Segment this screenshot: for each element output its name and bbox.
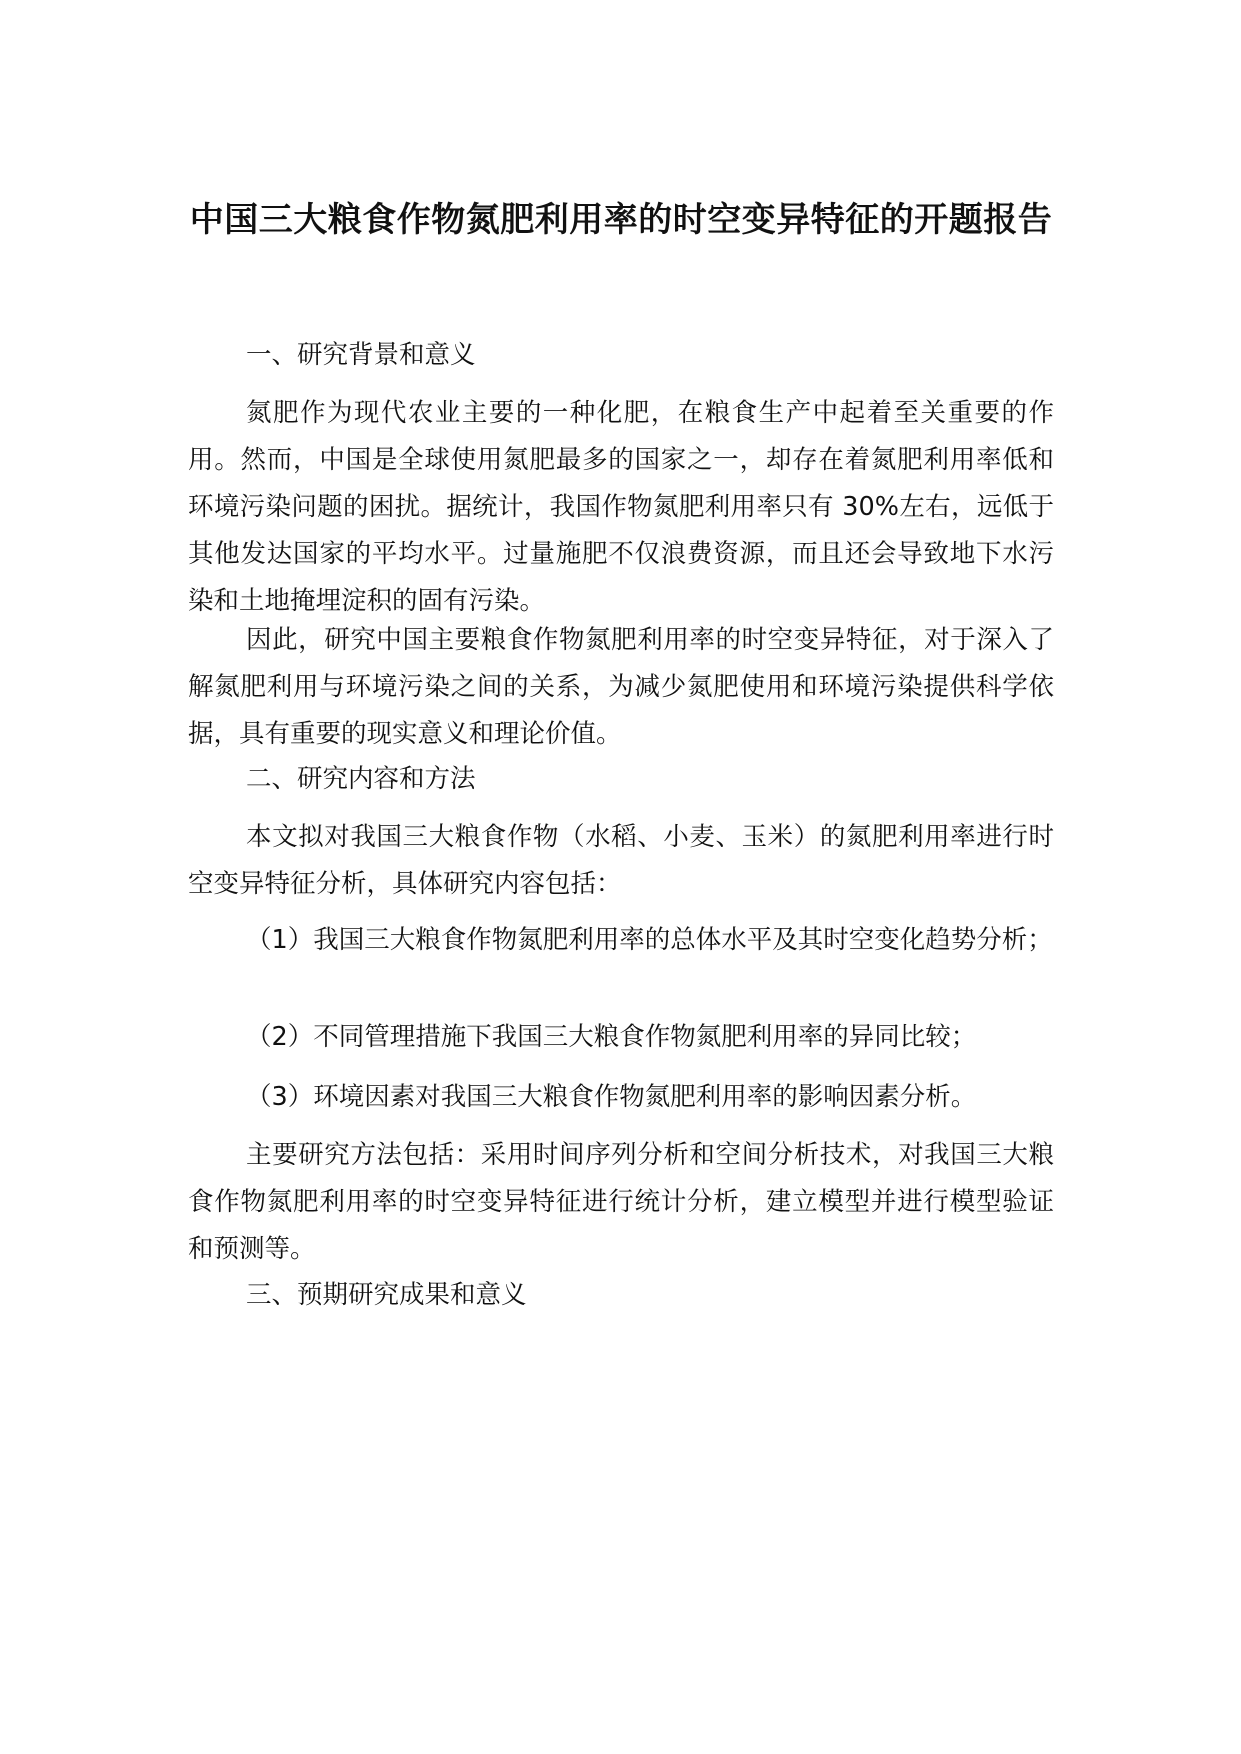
section-heading-1: 一、研究背景和意义 <box>246 340 476 370</box>
list-item-3: （3）环境因素对我国三大粮食作物氮肥利用率的影响因素分析。 <box>246 1082 977 1112</box>
paragraph-content-intro: 本文拟对我国三大粮食作物（水稻、小麦、玉米）的氮肥利用率进行时空变异特征分析，具体研究内容包括： <box>188 822 1054 899</box>
list-item-2: （2）不同管理措施下我国三大粮食作物氮肥利用率的异同比较； <box>246 1022 977 1052</box>
paragraph-background: 氮肥作为现代农业主要的一种化肥，在粮食生产中起着至关重要的作用。然而，中国是全球使用氮肥最多的国家之一，却存在着氮肥利用率低和环境污染问题的困扰。据统计，我国作物氮肥利用率只有 30%左右，远低于其他发达国家的平均水平。过量施肥不仅浪费资源，而且还会导致地下水污染和土地掩埋淀积的固有污染。 <box>188 398 1054 616</box>
paragraph-methods: 主要研究方法包括：采用时间序列分析和空间分析技术，对我国三大粮食作物氮肥利用率的时空变异特征进行统计分析，建立模型并进行模型验证和预测等。 <box>188 1140 1054 1264</box>
section-heading-3: 三、预期研究成果和意义 <box>246 1280 527 1310</box>
list-item-1: （1）我国三大粮食作物氮肥利用率的总体水平及其时空变化趋势分析； <box>246 925 1053 955</box>
section-heading-2: 二、研究内容和方法 <box>246 764 476 794</box>
paragraph-significance: 因此，研究中国主要粮食作物氮肥利用率的时空变异特征，对于深入了解氮肥利用与环境污染之间的关系，为减少氮肥使用和环境污染提供科学依据，具有重要的现实意义和理论价值。 <box>188 625 1054 749</box>
document-title: 中国三大粮食作物氮肥利用率的时空变异特征的开题报告 <box>189 200 1053 240</box>
